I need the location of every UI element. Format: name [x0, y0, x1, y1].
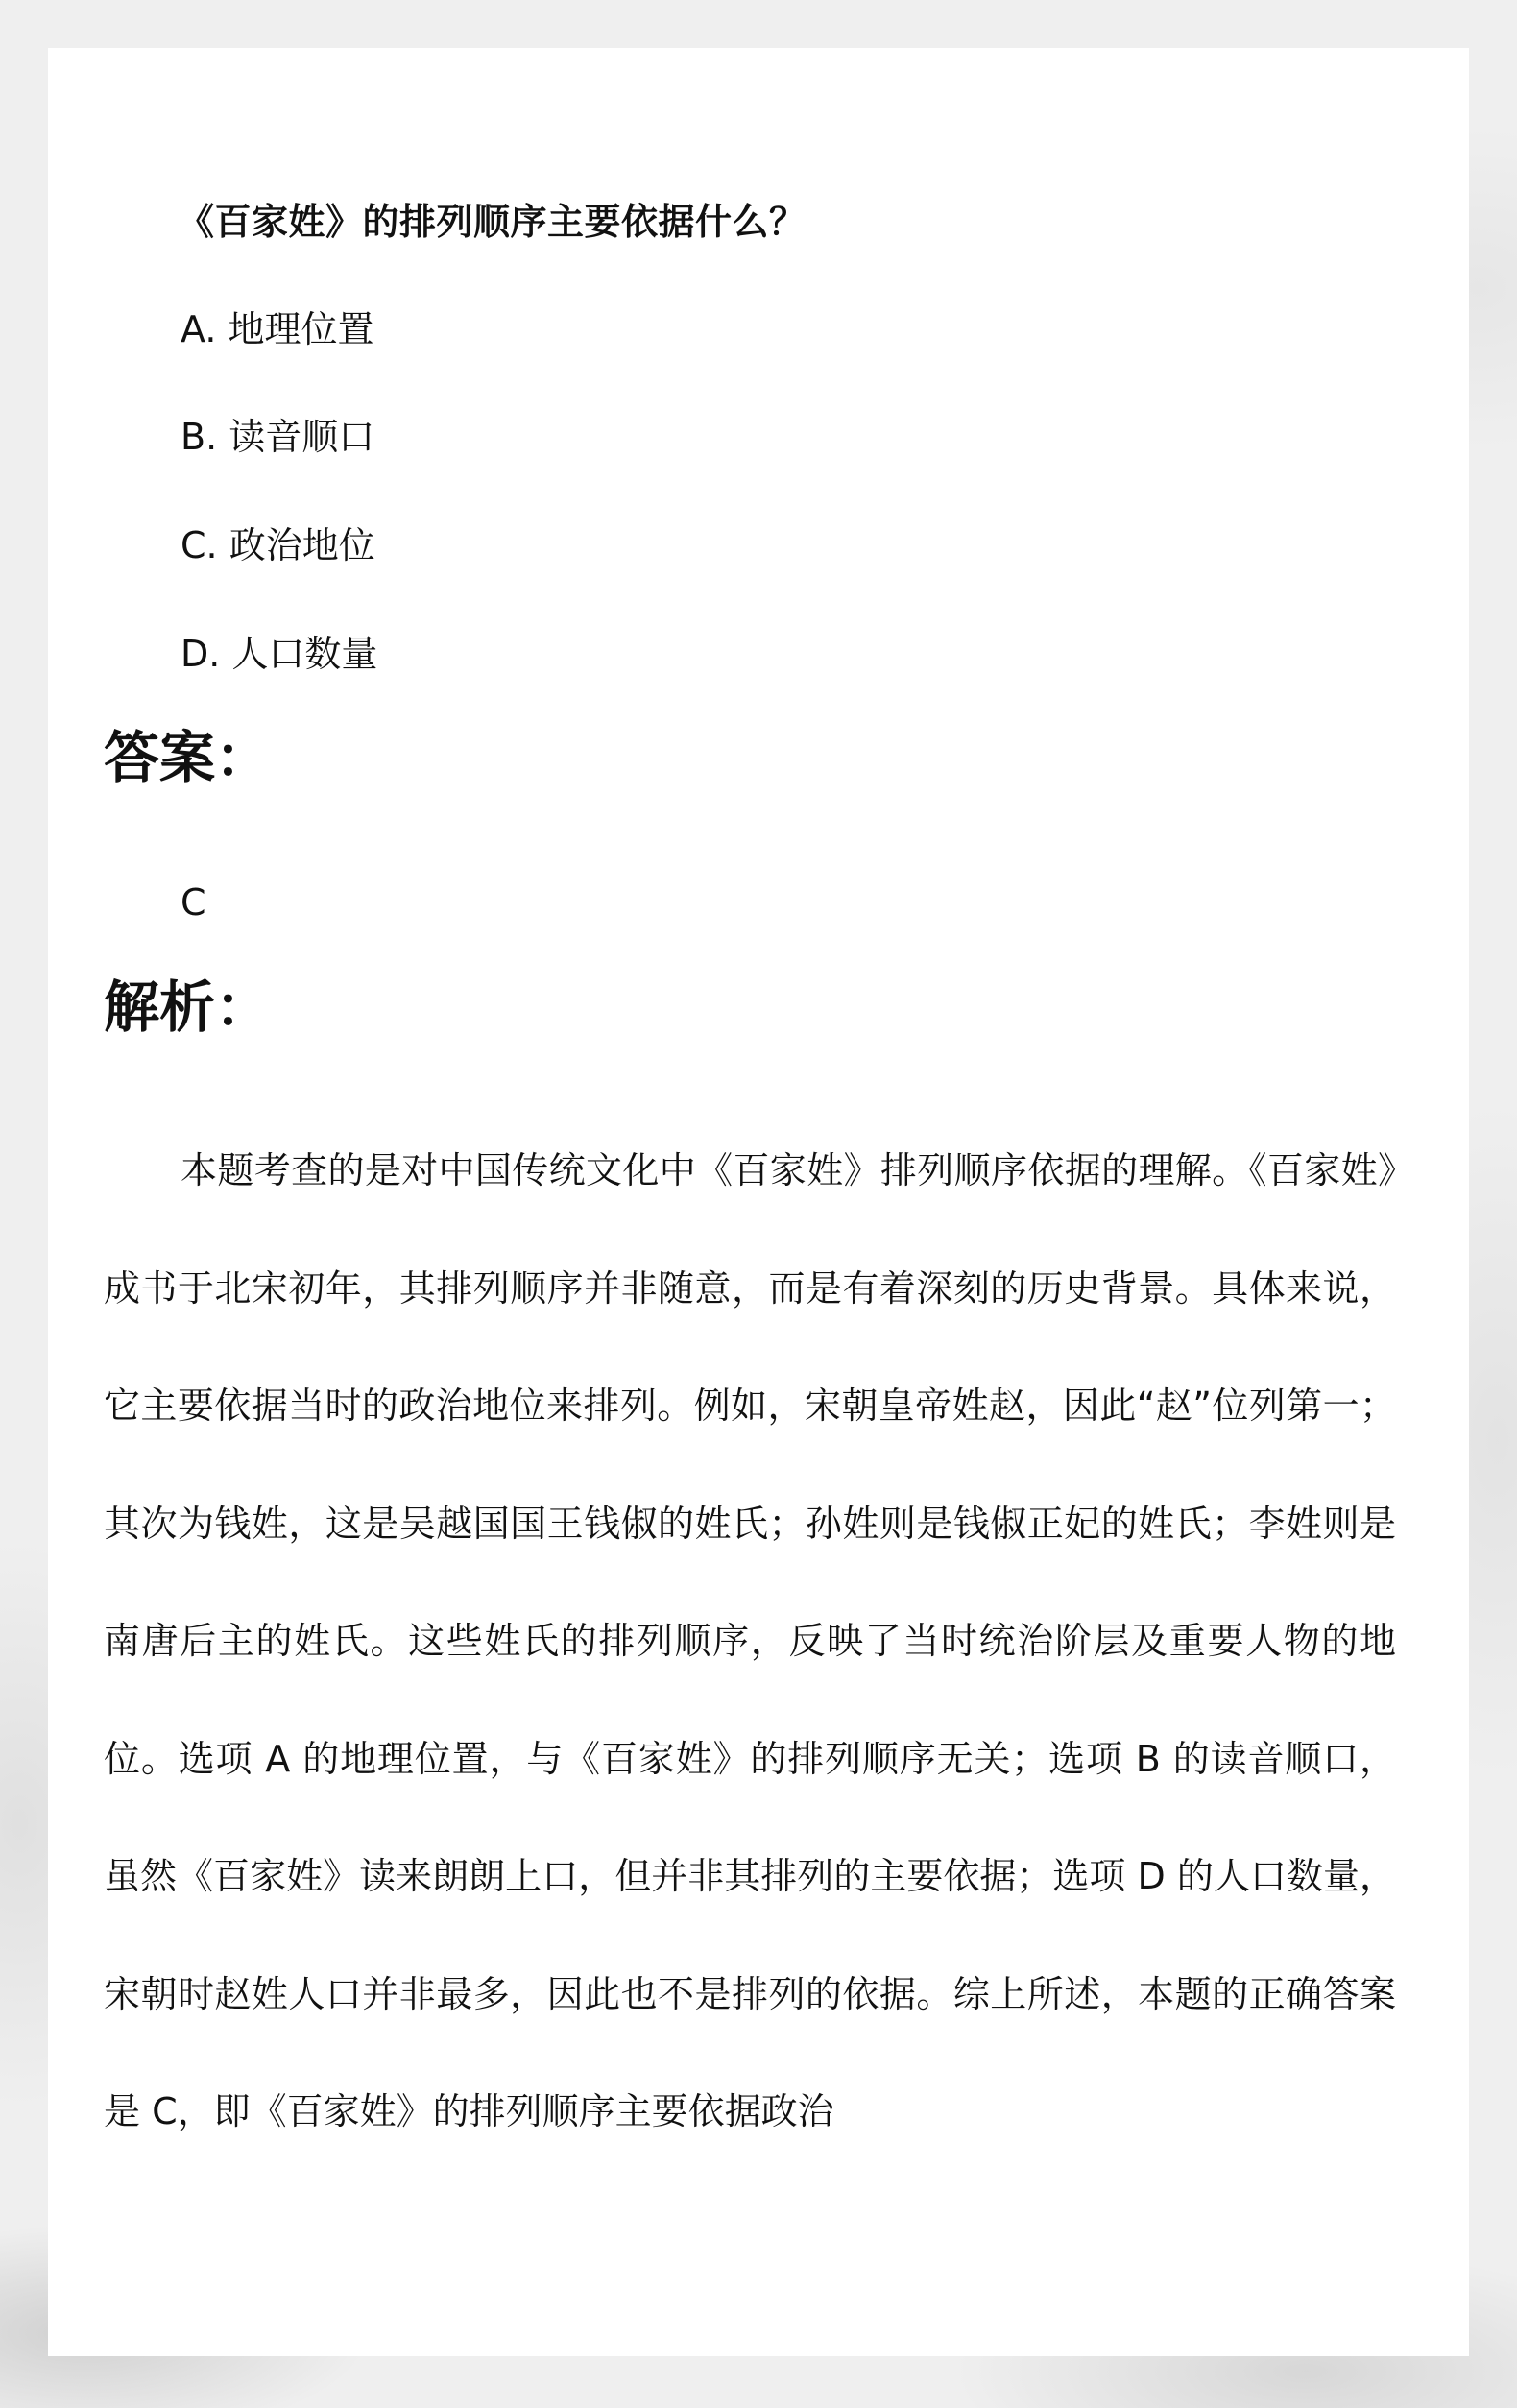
analysis-heading: 解析： [104, 975, 272, 1040]
analysis-text: 本题考查的是对中国传统文化中《百家姓》排列顺序依据的理解。《百家姓》成书于北宋初年，其排列顺序并非随意，而是有着深刻的历史背景。具体来说，它主要依据当时的政治地位来排列。例如，宋朝皇帝姓赵，因此“赵”位列第一；其次为钱姓，这是吴越国国王钱俶的姓氏；孙姓则是钱俶正妃的姓氏；李姓则是南唐后主的姓氏。这些姓氏的排列顺序，反映了当时统治阶层及重要人物的地位。选项 A 的地理位置，与《百家姓》的排列顺序无关；选项 B 的读音顺口，虽然《百家姓》读来朗朗上口，但并非其排列的主要依据；选项 D 的人口数量，宋朝时赵姓人口并非最多，因此也不是排列的依据。综上所述，本题的正确答案是 C，即《百家姓》的排列顺序主要依据政治 [104, 1149, 1396, 2132]
option-d: D. 人口数量 [181, 633, 378, 675]
option-c: C. 政治地位 [181, 524, 375, 566]
option-b: B. 读音顺口 [181, 416, 375, 458]
question-text: 《百家姓》的排列顺序主要依据什么？ [178, 201, 807, 243]
document-card [48, 48, 1469, 2356]
answer-value: C [181, 881, 206, 924]
option-a: A. 地理位置 [181, 308, 374, 350]
answer-heading: 答案： [104, 725, 272, 790]
